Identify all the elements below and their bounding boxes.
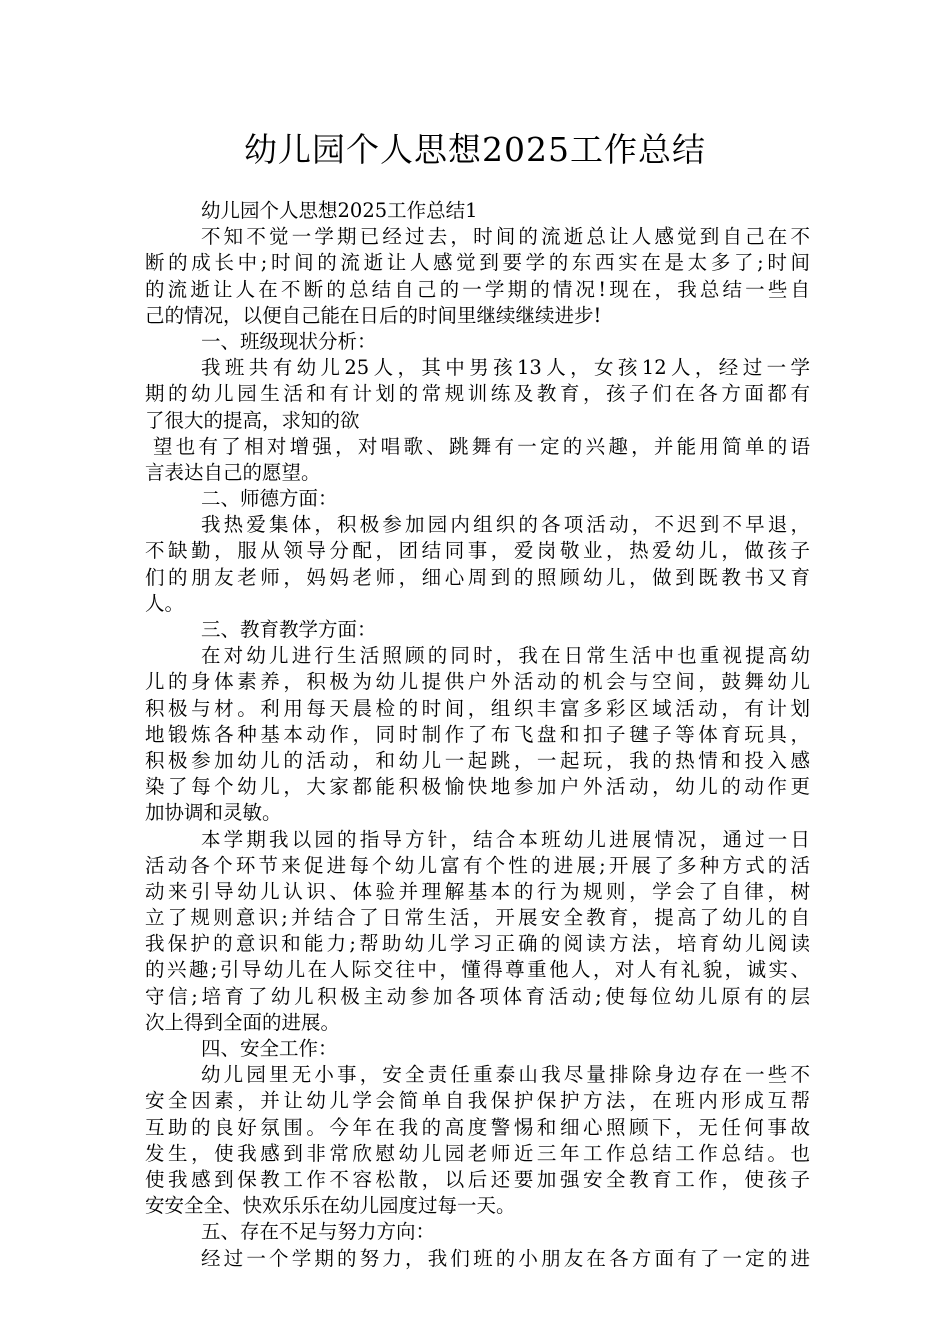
- text-line: 守信;培育了幼儿积极主动参加各项体育活动;使每位幼儿原有的层: [145, 984, 810, 1008]
- text-line: 使我感到保教工作不容松散，以后还要加强安全教育工作，使孩子: [145, 1167, 810, 1191]
- text-line: 互助的良好氛围。今年在我的高度警惕和细心照顾下，无任何事故: [145, 1115, 810, 1139]
- text-line: 积极与材。利用每天晨检的时间，组织丰富多彩区域活动，有计划: [145, 696, 810, 720]
- text-line: 积极参加幼儿的活动，和幼儿一起跳，一起玩，我的热情和投入感: [145, 748, 810, 772]
- text-line: 们的朋友老师，妈妈老师，细心周到的照顾幼儿，做到既教书又育: [145, 565, 810, 589]
- text-line: 的兴趣;引导幼儿在人际交往中，懂得尊重他人，对人有礼貌，诚实、: [145, 958, 810, 982]
- text-line: 儿的身体素养，积极为幼儿提供户外活动的机会与空间，鼓舞幼儿: [145, 670, 810, 694]
- text-line: 言表达自己的愿望。: [145, 460, 321, 484]
- document-title: 幼儿园个人思想2025工作总结: [244, 130, 706, 169]
- text-line: 本学期我以园的指导方针，结合本班幼儿进展情况，通过一日: [201, 827, 810, 851]
- text-line: 我热爱集体，积极参加园内组织的各项活动，不迟到不早退，: [201, 513, 810, 537]
- document-body: [145, 198, 810, 1272]
- text-line: 染了每个幼儿，大家都能积极愉快地参加户外活动，幼儿的动作更: [145, 775, 810, 799]
- text-line: 己的情况，以便自己能在日后的时间里继续继续进步!: [145, 303, 602, 327]
- text-line: 一、班级现状分析：: [201, 329, 377, 353]
- text-line: 三、教育教学方面：: [201, 618, 377, 641]
- text-line: 安安全全、快欢乐乐在幼儿园度过每一天。: [145, 1194, 516, 1218]
- text-line: 动来引导幼儿认识、体验并理解基本的行为规则，学会了自律，树: [145, 879, 810, 903]
- text-line: 次上得到全面的进展。: [145, 1010, 341, 1034]
- text-line: 期的幼儿园生活和有计划的常规训练及教育，孩子们在各方面都有: [145, 382, 810, 406]
- text-line: 活动各个环节来促进每个幼儿富有个性的进展;开展了多种方式的活: [145, 853, 810, 877]
- text-line: 发生，使我感到非常欣慰幼儿园老师近三年工作总结工作总结。也: [145, 1141, 810, 1165]
- text-line: 四、安全工作：: [201, 1037, 338, 1060]
- text-line: 五、存在不足与努力方向：: [201, 1220, 436, 1244]
- text-line: 的流逝让人在不断的总结自己的一学期的情况!现在，我总结一些自: [145, 277, 810, 301]
- text-line: 立了规则意识;并结合了日常生活，开展安全教育，提高了幼儿的自: [145, 906, 810, 930]
- text-line: 了很大的提高，求知的欲: [145, 408, 360, 432]
- text-line: 人。: [145, 591, 185, 615]
- text-line: 幼儿园里无小事，安全责任重泰山我尽量排除身边存在一些不: [201, 1063, 810, 1087]
- text-line: 在对幼儿进行生活照顾的同时，我在日常生活中也重视提高幼: [201, 644, 810, 668]
- text-line: 望也有了相对增强，对唱歌、跳舞有一定的兴趣，并能用简单的语: [153, 434, 810, 458]
- text-line: 二、师德方面：: [201, 487, 338, 511]
- text-line: 断的成长中;时间的流逝让人感觉到要学的东西实在是太多了;时间: [145, 251, 810, 275]
- text-line: 幼儿园个人思想2025工作总结1: [201, 199, 478, 222]
- text-line: 安全因素，并让幼儿学会简单自我保护保护方法，在班内形成互帮: [145, 1089, 810, 1113]
- text-line: 不知不觉一学期已经过去，时间的流逝总让人感觉到自己在不: [201, 225, 810, 249]
- text-line: 我保护的意识和能力;帮助幼儿学习正确的阅读方法，培育幼儿阅读: [145, 932, 810, 956]
- text-line: 我班共有幼儿25人，其中男孩13人，女孩12人，经过一学: [201, 356, 810, 380]
- text-line: 加协调和灵敏。: [145, 801, 282, 825]
- text-line: 经过一个学期的努力，我们班的小朋友在各方面有了一定的进: [201, 1246, 810, 1270]
- text-line: 不缺勤，服从领导分配，团结同事，爱岗敬业，热爱幼儿，做孩子: [145, 539, 810, 563]
- text-line: 地锻炼各种基本动作，同时制作了布飞盘和扣子毽子等体育玩具，: [145, 722, 810, 746]
